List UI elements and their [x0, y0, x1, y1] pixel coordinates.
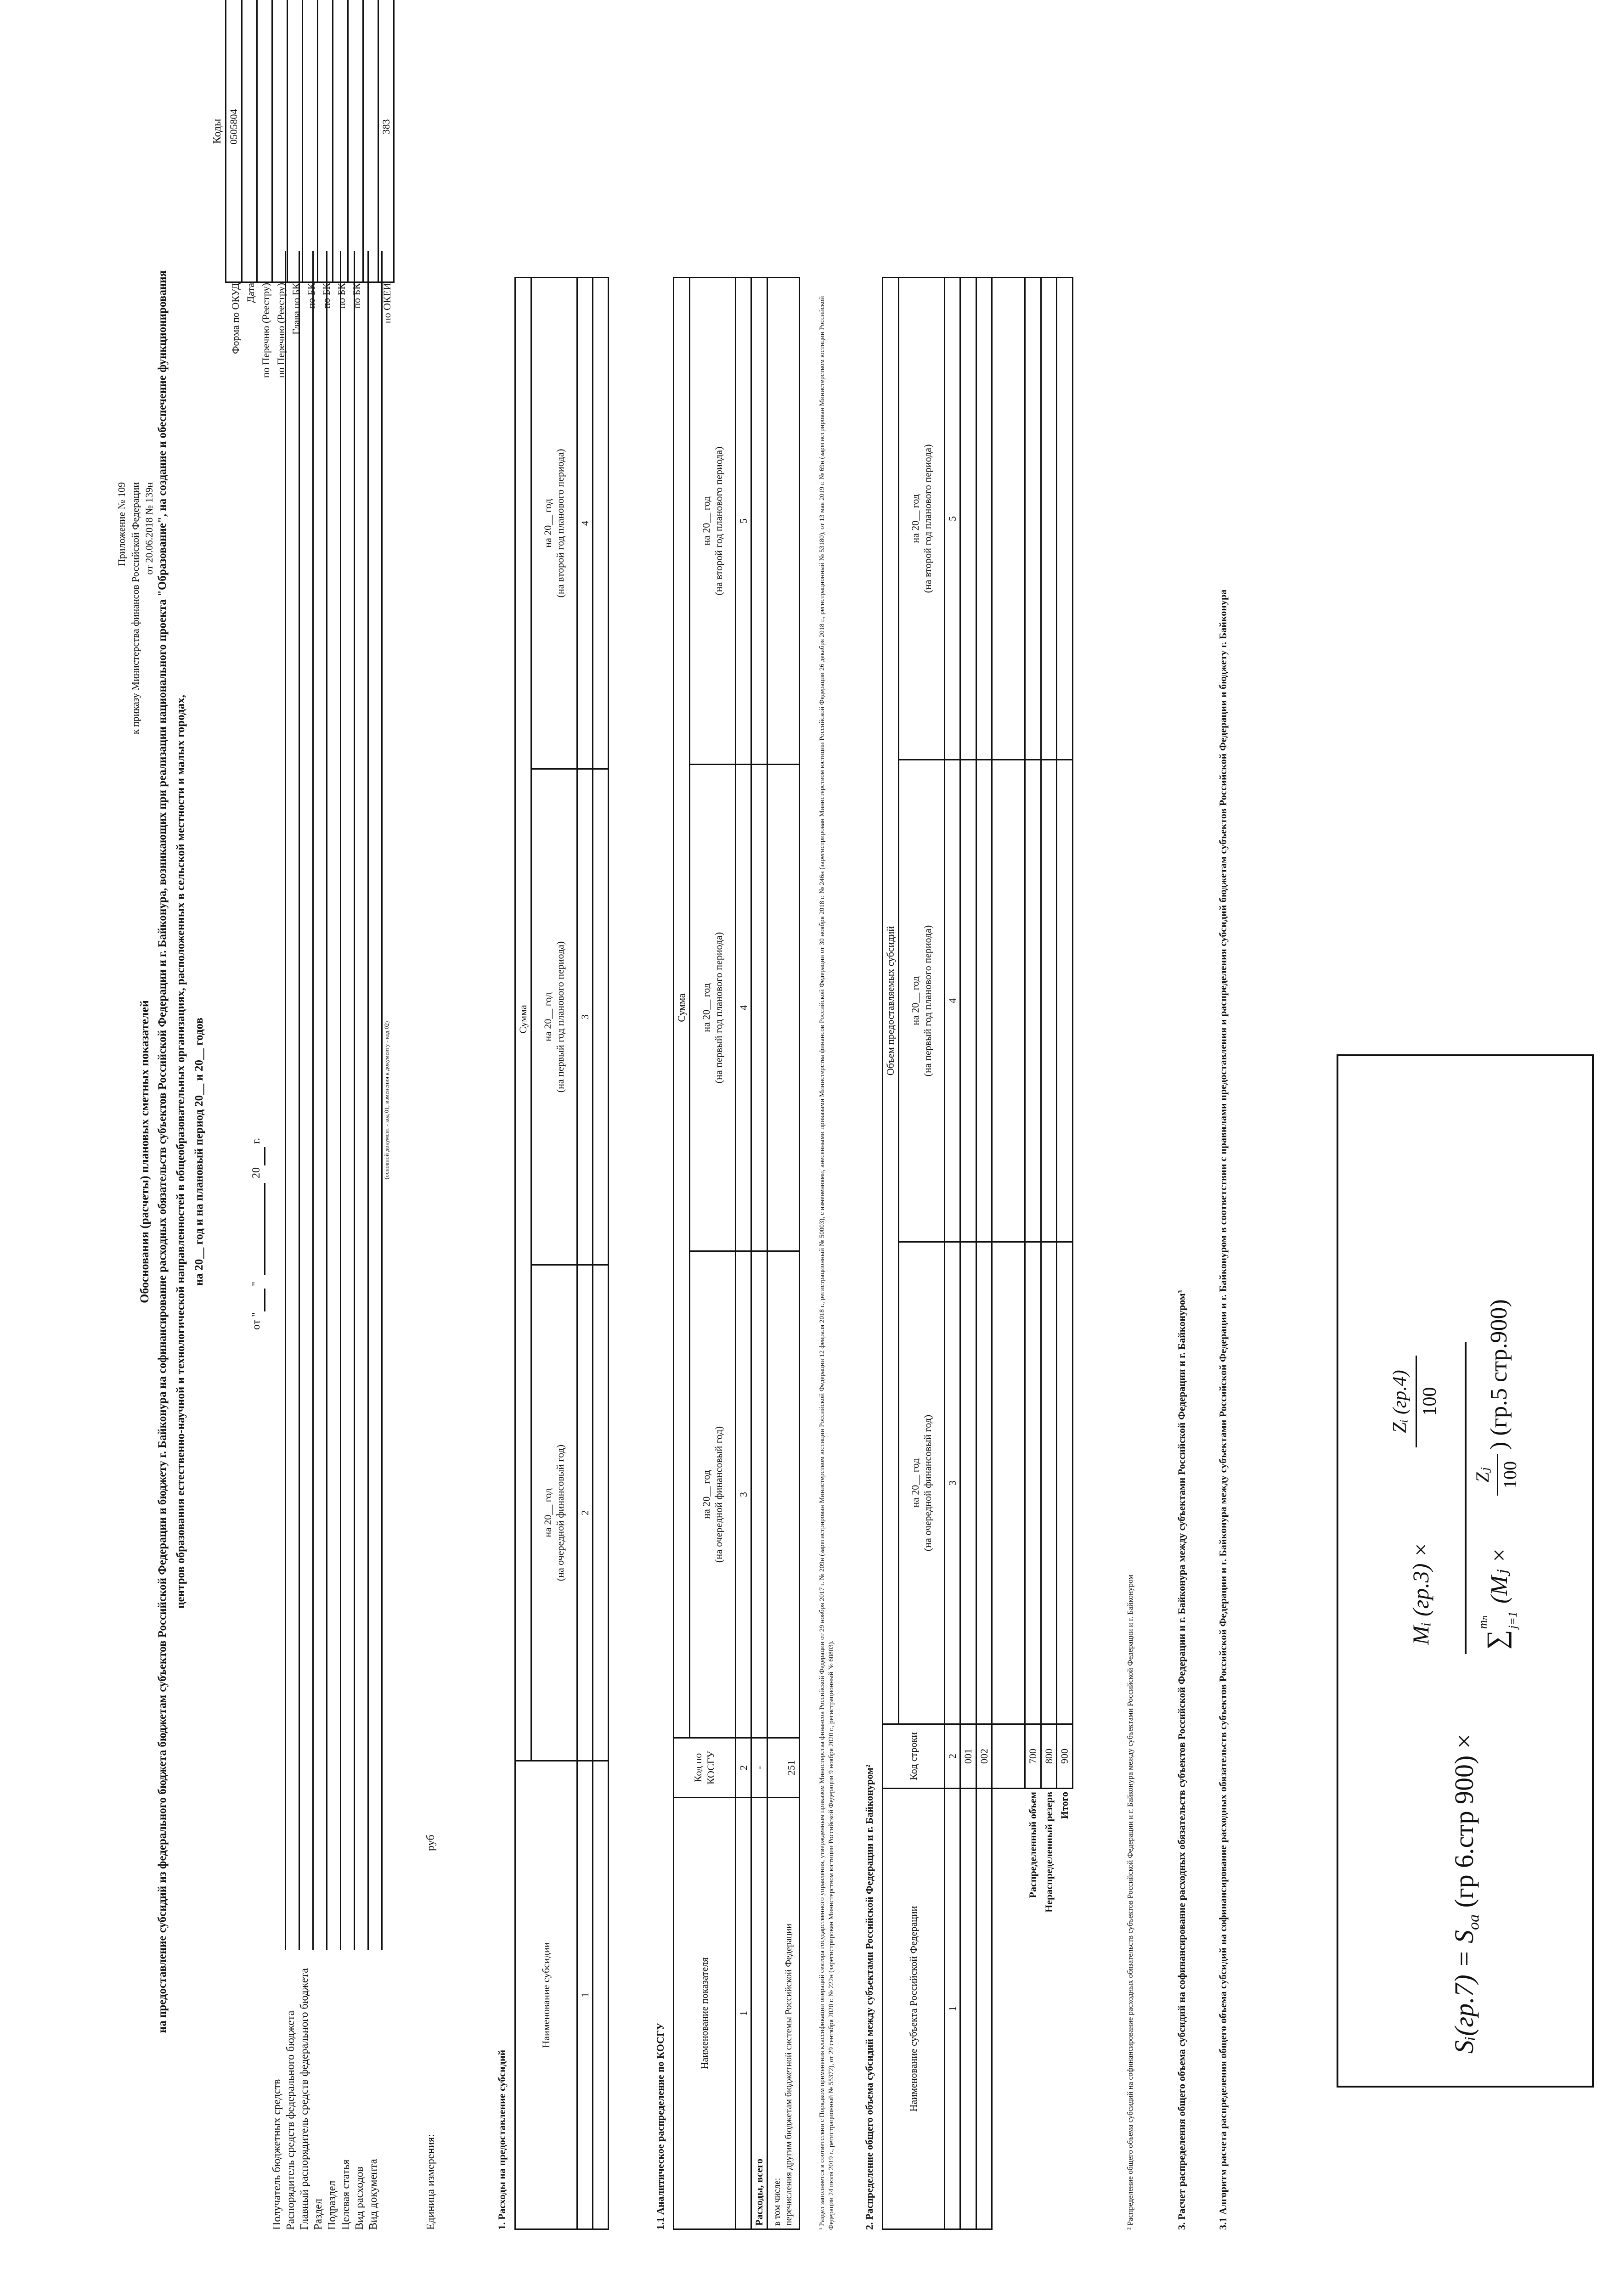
date-day-blank — [264, 1289, 265, 1311]
codes-header: Коды — [211, 118, 223, 144]
section2-row-700-v3 — [1025, 277, 1041, 760]
section11-year-1-period: (на очередной финансовый год) — [713, 1426, 724, 1563]
field-label-expense-type: Вид расходов — [354, 2167, 366, 2230]
date-prefix: от " — [250, 1312, 262, 1330]
field-label-main-distributor: Главный распорядитель средств федерального бюджета — [299, 1968, 310, 2230]
section1-year-3 — [531, 278, 577, 769]
section2-year-2-period: (на первый год планового периода) — [922, 925, 933, 1077]
date-quote: " — [250, 1282, 262, 1286]
section1-col-sum: Сумма — [515, 278, 531, 1761]
formula-den-body: (Mⱼ × — [1486, 1547, 1512, 1604]
formula-num-frac-top: Zᵢ (гр.4) — [1389, 1370, 1411, 1433]
date-month-blank — [264, 1183, 265, 1275]
codes-label-bk-1: по БК — [305, 283, 317, 309]
section11-year-2-label: на 20__ год — [700, 983, 712, 1032]
formula-numerator: Mᵢ (гр.3) × — [1408, 1542, 1433, 1645]
section1-num-1: 1 — [577, 1761, 593, 2229]
formula-lhs-sub: оа — [1465, 1914, 1483, 1930]
formula-sum-sign: ∑ — [1481, 1630, 1512, 1649]
codes-value-bk-1 — [302, 0, 317, 282]
section1-year-2-period: (на первый год планового периода) — [554, 941, 566, 1093]
section2-row-900-v3 — [1057, 277, 1073, 760]
section2-row-001-v1 — [960, 1242, 976, 1724]
section2-year-1-period: (на очередной финансовый год) — [922, 1414, 933, 1552]
section11-num-4: 4 — [735, 765, 751, 1251]
section2-gap-v2 — [992, 760, 1025, 1242]
section11-year-3-label: на 20__ год — [700, 496, 712, 546]
formula-num-frac-line — [1416, 1356, 1417, 1447]
field-label-target-article: Целевая статья — [340, 2159, 352, 2230]
field-line-main-distributor — [312, 251, 314, 1950]
formula-lhs-tail: (гр 6.стр 900) × — [1449, 1733, 1479, 1908]
appendix-line-2: к приказу Министерства финансов Российской Федерации — [130, 482, 141, 735]
formula-den-frac-bot: 100 — [1500, 1461, 1520, 1489]
section2-year-1-label: на 20__ год — [909, 1458, 921, 1508]
field-label-document-type: Вид документа — [367, 2159, 379, 2230]
section2-col-volume: Объем предоставляемых субсидий — [883, 277, 899, 1724]
section1-num-3: 3 — [577, 769, 593, 1265]
section1-year-3-label: на 20__ год — [542, 499, 553, 548]
section2-row-001-v3 — [960, 277, 976, 760]
field-line-section — [326, 251, 327, 1950]
section11-year-3 — [689, 278, 735, 765]
section2-col-code: Код строки — [883, 1724, 945, 1789]
codes-value-registry-2 — [272, 0, 287, 282]
section2-row-700-code: 700 — [1025, 1724, 1041, 1789]
codes-label-okei: по ОКЕИ — [381, 283, 393, 324]
codes-value-bk-3 — [333, 0, 348, 282]
section2-row-900-v2 — [1057, 760, 1073, 1242]
section2-row-800-v1 — [1041, 1242, 1057, 1724]
section11-row-total-name: Расходы, всего — [751, 1798, 767, 2229]
section1-heading: 1. Расходы на предоставление субсидий — [496, 2049, 508, 2230]
section11-num-1: 1 — [735, 1798, 751, 2229]
section2-table — [882, 277, 1073, 2230]
codes-value-chapter-bk — [287, 0, 302, 282]
formula-den-frac-line — [1497, 1454, 1498, 1496]
section1-row-empty-3 — [593, 278, 609, 769]
section11-num-2: 2 — [735, 1738, 751, 1798]
codes-value-bk-4 — [348, 0, 363, 282]
section1-year-1-label: на 20__ год — [542, 1488, 553, 1537]
section11-row-transfers-code: 251 — [767, 1738, 799, 1798]
footnote-1: ¹ Раздел заполняется в соответствии с Порядком применения классификации операций сектора государственного управления, утвержденным приказом Министерства финансов Российской Федерации от 29 ноября 2017 г. № 209н (зарегистрирован Министерством юстиции Российской Федерации 12 февраля 2018 г., регистрационный № 50003), с изменениями, внесенными приказами Министерства финансов Российской Федерации от 30 ноября 2018 г. № 246н (зарегистрирован Министерством юстиции Российской Федерации 26 декабря 2018 г., регистрационный № 53180), от 13 мая 2019 г. № 69н (зарегистрирован Министерством юстиции Российской Федерации 24 июля 2019 г., регистрационный № 55372), от 29 сентября 2020 г. № 222н (зарегистрирован Министерством юстиции Российской Федерации 9 ноября 2020 г., регистрационный № 60803). — [818, 296, 835, 2230]
codes-value-okei: 383 — [378, 0, 394, 282]
section2-num-1: 1 — [944, 1789, 960, 2229]
section2-row-001-v2 — [960, 760, 976, 1242]
section2-gap-v1 — [992, 1242, 1025, 1724]
codes-label-registry-2: по Перечню (Реестру) — [275, 283, 287, 378]
section11-num-3: 3 — [735, 1251, 751, 1738]
section2-row-900-name: Итого — [1059, 1792, 1070, 1819]
codes-value-empty — [363, 0, 378, 282]
formula-lhs — [1449, 1733, 1483, 2054]
section11-year-2-period: (на первый год планового периода) — [713, 932, 724, 1084]
section1-num-2: 2 — [577, 1265, 593, 1761]
section2-row-002-code: 002 — [976, 1724, 992, 1789]
section2-row-002-name — [976, 1789, 992, 2229]
field-label-section: Раздел — [312, 2199, 324, 2230]
section11-row-total-v2 — [751, 765, 767, 1251]
section1-year-3-period: (на второй год планового периода) — [554, 449, 566, 598]
section1-year-2-label: на 20__ год — [542, 992, 553, 1041]
section11-row-transfers-name — [767, 1798, 799, 2229]
appendix-line-3: от 20.06.2018 № 139н — [143, 482, 155, 575]
section11-heading: 1.1 Аналитическое распределение по КОСГУ — [654, 2022, 666, 2230]
section3-subheading: 3.1 Алгоритм расчета распределения общего объема субсидий на софинансирование расходных обязательств субъектов Российской Федерации и г. Байконура между субъектами Российской Федерации и г. Байконуром в соответствии с правилами предоставления и распределения субсидий бюджетам субъектов Российской Федерации и бюджету г. Байконура — [1217, 589, 1229, 2230]
section1-row-empty-name — [593, 1761, 609, 2229]
formula-den-frac-top: Zⱼ — [1472, 1467, 1493, 1483]
date-year-blank — [264, 1147, 265, 1165]
section2-num-2: 2 — [944, 1724, 960, 1789]
section2-year-3-label: на 20__ год — [909, 494, 921, 543]
section2-heading: 2. Распределение общего объема субсидий между субъектами Российской Федерации и г. Байконуром² — [863, 1764, 875, 2230]
section2-row-002-v3 — [976, 277, 992, 760]
section2-gap-code — [992, 1724, 1025, 1789]
section2-row-001-code: 001 — [960, 1724, 976, 1789]
formula-den-tail: ) (гр.5 стр.900) — [1486, 1299, 1512, 1450]
codes-label-okud: Форма по ОКУД — [230, 283, 241, 354]
codes-label-chapter-bk: Глава по БК — [290, 283, 302, 335]
date-suffix: г. — [250, 1137, 262, 1144]
codes-value-date — [242, 0, 257, 282]
section11-row-total-code: - — [751, 1738, 767, 1798]
section11-table — [673, 277, 800, 2230]
section2-year-3 — [898, 277, 944, 760]
field-label-recipient: Получатель бюджетных средств — [271, 2079, 283, 2230]
section2-row-001-name — [960, 1789, 976, 2229]
document-type-note: (основной документ - код 01; изменения к документу - код 02) — [383, 1021, 390, 1180]
codes-label-bk-2: по БК — [321, 283, 332, 309]
codes-label-registry-1: по Перечню (Реестру) — [260, 283, 271, 378]
appendix-line-1: Приложение № 109 — [116, 482, 127, 567]
section3-heading: 3. Расчет распределения общего объема субсидий на софинансирование расходных обязательств субъектов Российской Федерации и г. Байконура между субъектами Российской Федерации и г. Байконуром³ — [1176, 1290, 1187, 2230]
field-line-recipient — [285, 251, 286, 1950]
formula-box — [1337, 1054, 1594, 2088]
codes-value-okud: 0505804 — [226, 0, 242, 282]
field-label-distributor: Распорядитель средств федерального бюджета — [285, 2010, 297, 2230]
section2-gap-name — [992, 1789, 1025, 2229]
section11-row-transfers-v3 — [767, 278, 799, 765]
unit-label: Единица измерения: — [425, 2134, 437, 2230]
title-line-3: центров образования естественно-научной и технологической направленностей в общеобразовательных организациях, расположенных в сельской местности и малых городах, — [175, 695, 187, 1609]
codes-value-registry-1 — [257, 0, 272, 282]
section2-row-002-v2 — [976, 760, 992, 1242]
section1-year-1-period: (на очередной финансовый год) — [554, 1444, 566, 1581]
section11-row-transfers-label: перечисления другим бюджетам бюджетной системы Российской Федерации — [784, 1924, 794, 2226]
section1-row-empty-2 — [593, 769, 609, 1265]
section2-row-700-name: Распределенный объем — [1027, 1792, 1038, 1898]
section2-col-name: Наименование субъекта Российской Федерации — [883, 1789, 945, 2229]
footnote-2: ² Распределение общего объема субсидий на софинансирование расходных обязательств субъектов Российской Федерации и г. Байконура между субъектами Российской Федерации и г. Байконуром — [1126, 1575, 1134, 2230]
section2-year-3-period: (на второй год планового периода) — [922, 444, 933, 593]
date-year: 20 — [250, 1167, 262, 1178]
field-line-distributor — [299, 251, 300, 1950]
section2-num-5: 5 — [944, 277, 960, 760]
codes-value-bk-2 — [317, 0, 333, 282]
codes-table — [225, 0, 395, 283]
section11-year-1 — [689, 1251, 735, 1738]
section11-col-code: Код по КОСГУ — [674, 1738, 736, 1798]
section11-row-total-v1 — [751, 1251, 767, 1738]
section2-row-800-code: 800 — [1041, 1724, 1057, 1789]
section11-row-transfers-v1 — [767, 1251, 799, 1738]
section11-year-1-label: на 20__ год — [700, 1470, 712, 1519]
formula-sum-sub: j=1 — [1506, 1611, 1519, 1629]
section2-row-800-v3 — [1041, 277, 1057, 760]
field-line-target-article — [354, 251, 355, 1950]
field-line-expense-type — [367, 251, 369, 1950]
section2-num-3: 3 — [944, 1242, 960, 1724]
section11-year-2 — [689, 765, 735, 1251]
section11-row-transfers-v2 — [767, 765, 799, 1251]
section2-year-1 — [898, 1242, 944, 1724]
section11-year-3-period: (на второй год планового периода) — [713, 446, 724, 596]
section2-row-002-v1 — [976, 1242, 992, 1724]
section2-row-900-v1 — [1057, 1242, 1073, 1724]
section2-row-800-v2 — [1041, 760, 1057, 1242]
section2-year-2 — [898, 760, 944, 1242]
section11-col-sum: Сумма — [674, 278, 690, 1738]
section1-year-1 — [531, 1265, 577, 1761]
section1-row-empty-1 — [593, 1265, 609, 1761]
field-label-subsection: Подраздел — [326, 2180, 338, 2230]
section2-gap-v3 — [992, 277, 1025, 760]
codes-label-bk-3: по БК — [336, 283, 347, 309]
formula-main-frac-line — [1465, 1342, 1467, 1654]
section2-row-700-v2 — [1025, 760, 1041, 1242]
section2-year-2-label: на 20__ год — [909, 976, 921, 1025]
section1-year-2 — [531, 769, 577, 1265]
section1-num-4: 4 — [577, 278, 593, 769]
field-line-subsection — [340, 251, 341, 1950]
title-line-4: на 20__ год и на плановый период 20__ и 20__ годов — [193, 1018, 205, 1286]
section2-num-4: 4 — [944, 760, 960, 1242]
section11-row-total-v3 — [751, 278, 767, 765]
section11-row-inclusive: в том числе: — [772, 2178, 782, 2226]
codes-label-date: Дата — [245, 283, 256, 303]
section1-table — [514, 277, 609, 2230]
unit-value: руб — [425, 1835, 437, 1851]
field-line-document-type — [381, 251, 383, 1950]
formula-lhs-main: Sᵢ(гр.7) = S — [1449, 1930, 1479, 2054]
formula-sum-sup: mₙ — [1476, 1615, 1490, 1629]
codes-label-bk-4: по БК — [351, 283, 362, 309]
section2-row-700-v1 — [1025, 1242, 1041, 1724]
title-line-1: Обоснования (расчеты) плановых сметных показателей — [138, 1000, 151, 1303]
section2-row-900-code: 900 — [1057, 1724, 1073, 1789]
title-line-2: на предоставление субсидий из федерального бюджета бюджетам субъектов Российской Федерации и бюджету г. Байконура на софинансирование расходных обязательств субъектов Российской Федерации и г. Байконура, возникающих при реализации национального проекта "Образование", на создание и обеспечение функционирования — [156, 270, 169, 2033]
section11-col-name: Наименование показателя — [674, 1798, 736, 2229]
section11-num-5: 5 — [735, 278, 751, 765]
section1-col-name: Наименование субсидии — [515, 1761, 577, 2229]
section2-row-800-name: Нераспределенный резерв — [1043, 1792, 1055, 1913]
formula-num-frac-bot: 100 — [1419, 1387, 1440, 1416]
